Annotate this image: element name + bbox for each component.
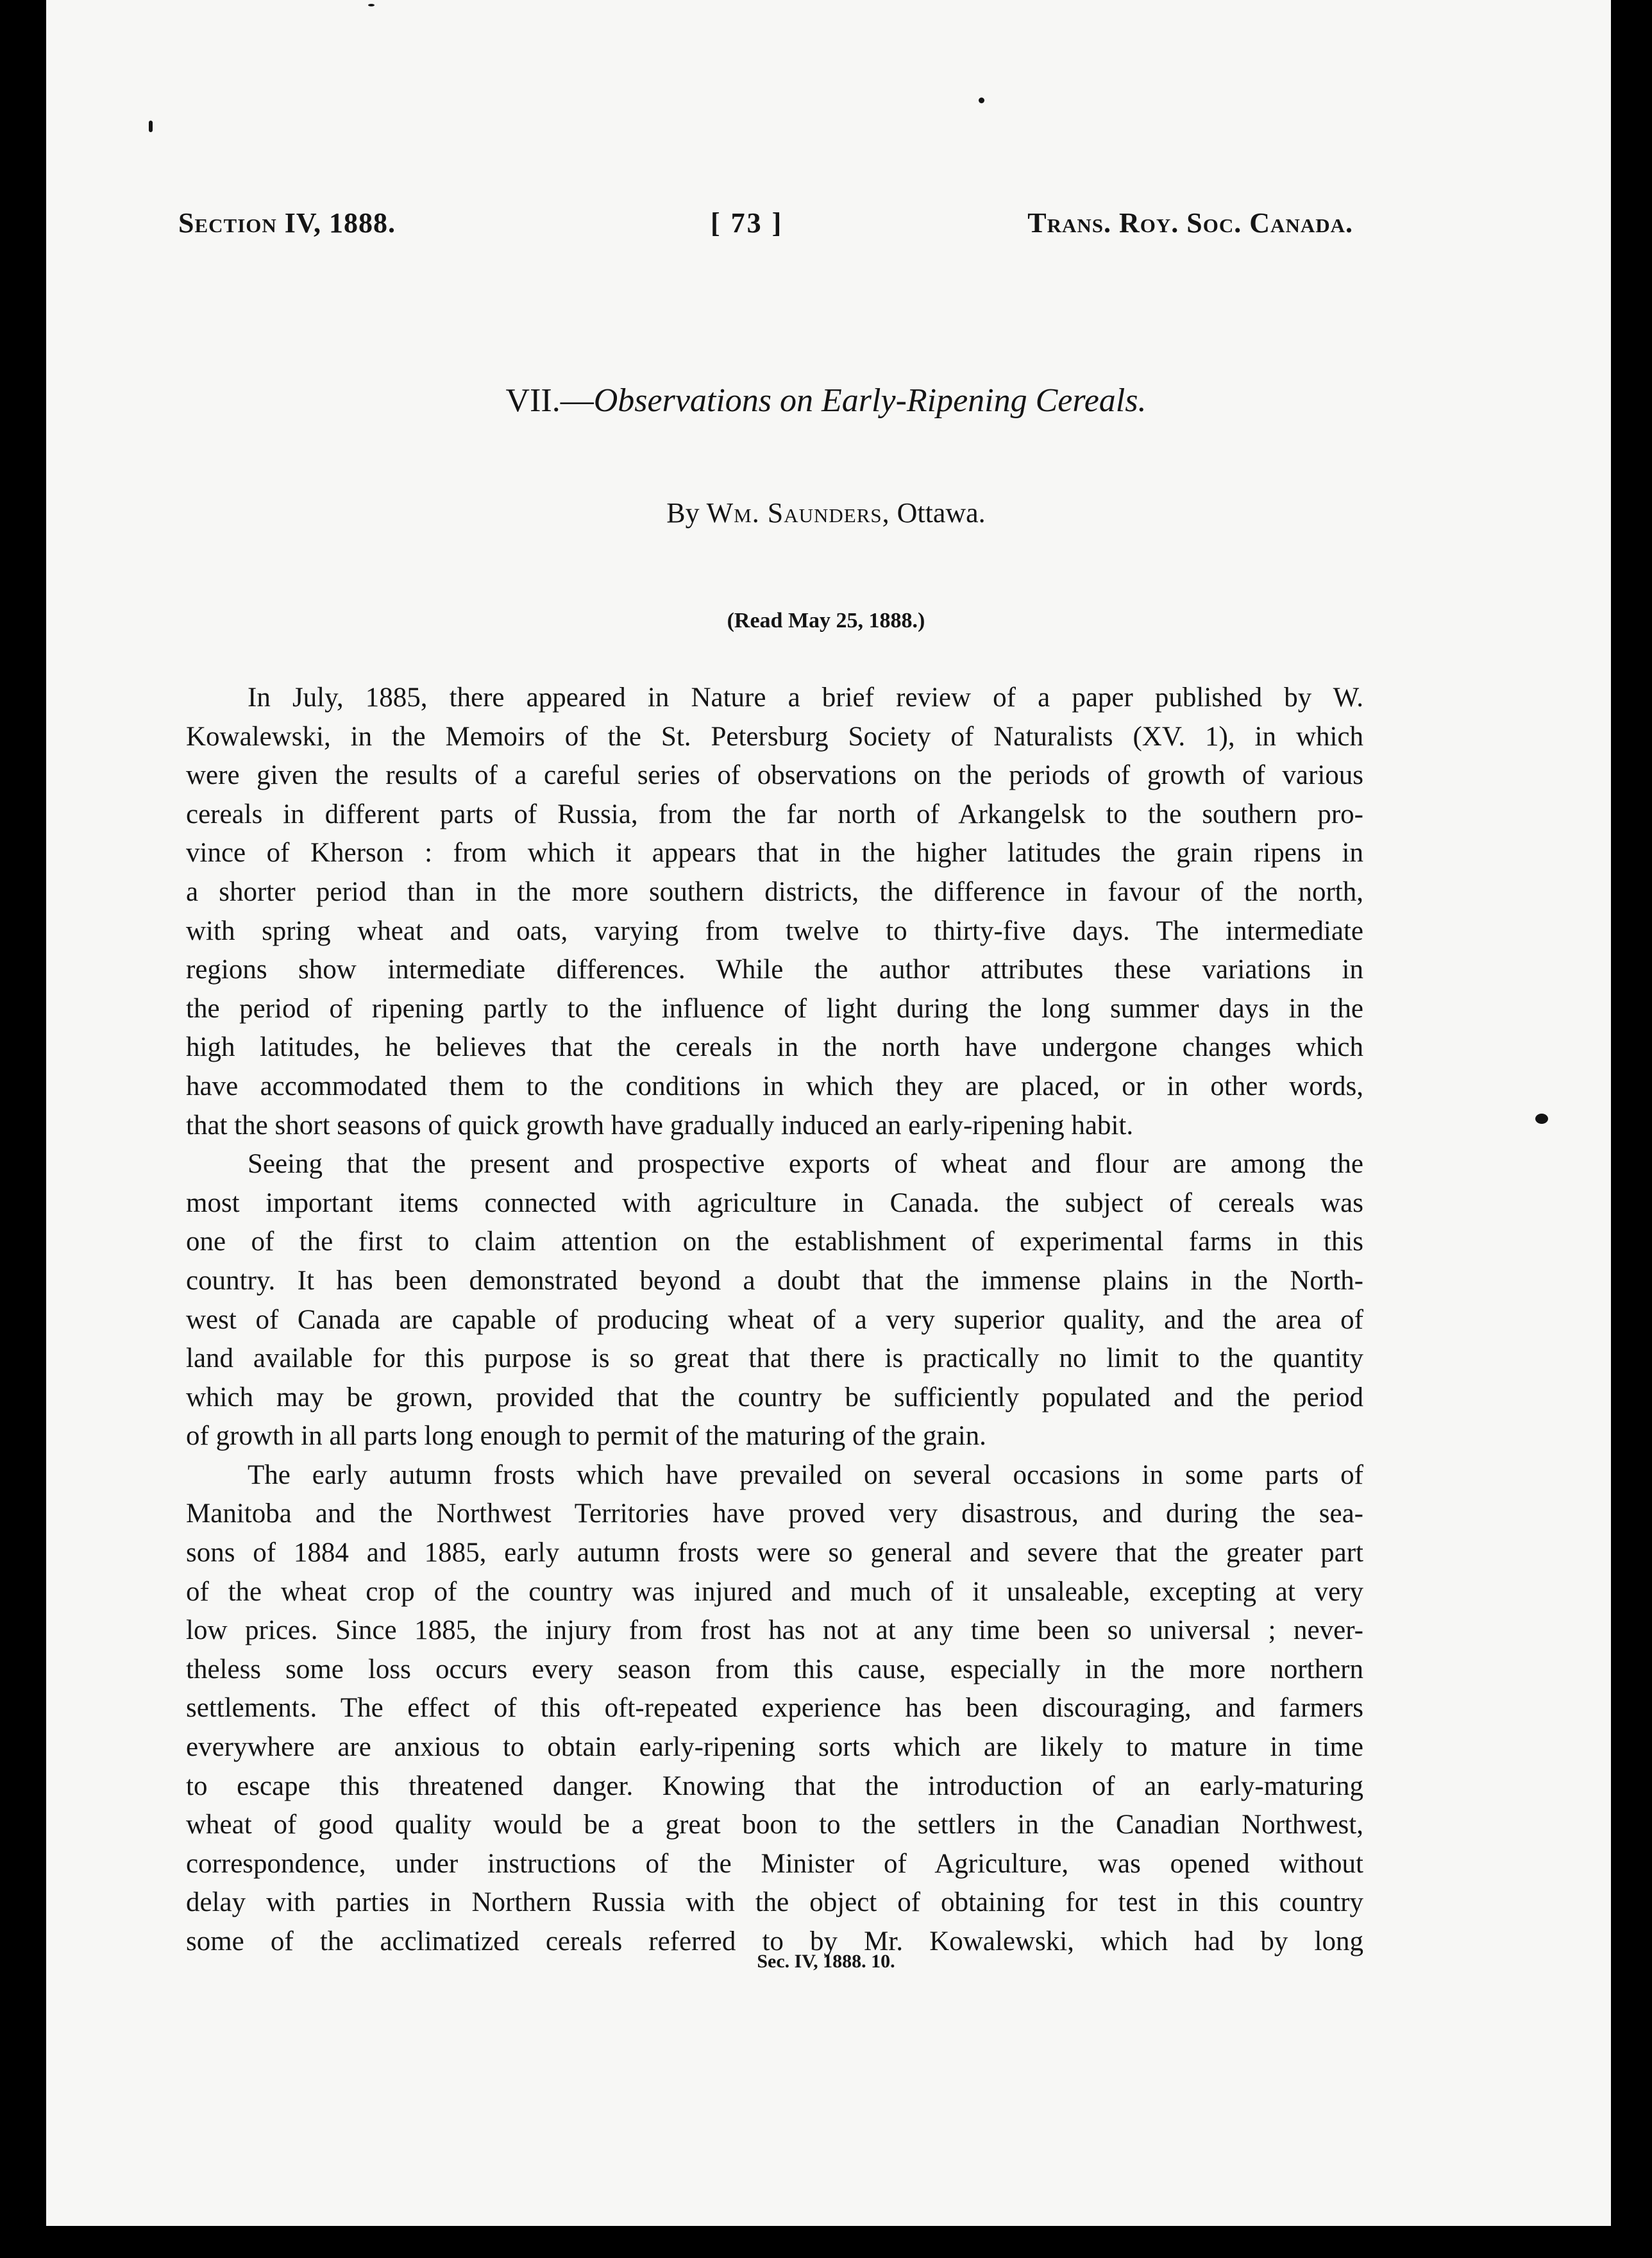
text-line: most important items connected with agriculture in Canada. the subject of cereals was — [186, 1187, 1363, 1218]
text-line: theless some loss occurs every season from this cause, especially in the more northern — [186, 1654, 1363, 1685]
author-name: Wm. Saunders, — [706, 497, 890, 529]
text-line: The early autumn frosts which have prevailed on several occasions in some parts of — [248, 1459, 1363, 1490]
ink-speck — [979, 98, 984, 103]
text-line: have accommodated them to the conditions in which they are placed, or in other words, — [186, 1071, 1363, 1101]
text-line: a shorter period than in the more southern districts, the difference in favour of the north, — [186, 876, 1363, 907]
ink-speck — [149, 121, 153, 132]
article-number: VII.— — [505, 382, 594, 419]
text-line: one of the first to claim attention on the establishment of experimental farms in this — [186, 1227, 1363, 1257]
text-line: of the wheat crop of the country was injured and much of it unsaleable, excepting at very — [186, 1576, 1363, 1607]
text-line: cereals in different parts of Russia, from the far north of Arkangelsk to the southern pro- — [186, 799, 1363, 829]
ink-speck — [368, 4, 375, 6]
text-line: sons of 1884 and 1885, early autumn frosts were so general and severe that the greater part — [186, 1538, 1363, 1568]
ink-speck — [1535, 1114, 1548, 1124]
journal-running-head: Trans. Roy. Soc. Canada. — [1027, 207, 1353, 239]
text-line: settlements. The effect of this oft-repeated experience has been discouraging, and farmers — [186, 1693, 1363, 1724]
section-running-head: Section IV, 1888. — [178, 207, 396, 239]
text-line: were given the results of a careful series of observations on the periods of growth of various — [186, 760, 1363, 791]
text-line: with spring wheat and oats, varying from twelve to thirty-five days. The intermediate — [186, 915, 1363, 946]
article-title — [0, 378, 1652, 423]
text-line: Manitoba and the Northwest Territories have proved very disastrous, and during the sea- — [186, 1498, 1363, 1529]
signature-mark: Sec. IV, 1888. 10. — [757, 1951, 895, 1972]
text-line: land available for this purpose is so great that there is practically no limit to the quantity — [186, 1343, 1363, 1374]
text-line: country. It has been demonstrated beyond a doubt that the immense plains in the North- — [186, 1265, 1363, 1296]
text-line: that the short seasons of quick growth have gradually induced an early-ripening habit. — [186, 1110, 1134, 1141]
page-number: [ 73 ] — [711, 207, 784, 239]
text-line: which may be grown, provided that the country be sufficiently populated and the period — [186, 1382, 1363, 1413]
text-line: regions show intermediate differences. While the author attributes these variations in — [186, 955, 1363, 985]
byline-prefix: By — [666, 497, 700, 529]
text-line: In July, 1885, there appeared in Nature a brief review of a paper published by W. — [248, 683, 1363, 713]
text-line: Kowalewski, in the Memoirs of the St. Petersburg Society of Naturalists (XV. 1), in which — [186, 721, 1363, 752]
read-date: (Read May 25, 1888.) — [727, 609, 925, 632]
text-line: everywhere are anxious to obtain early-ripening sorts which are likely to mature in time — [186, 1732, 1363, 1763]
text-line: of growth in all parts long enough to permit of the maturing of the grain. — [186, 1421, 986, 1452]
text-line: west of Canada are capable of producing wheat of a very superior quality, and the area of — [186, 1304, 1363, 1335]
text-line: low prices. Since 1885, the injury from frost has not at any time been so universal ; never- — [186, 1615, 1363, 1646]
text-line: high latitudes, he believes that the cereals in the north have undergone changes which — [186, 1032, 1363, 1063]
text-line: Seeing that the present and prospective exports of wheat and flour are among the — [248, 1149, 1363, 1180]
text-line: wheat of good quality would be a great boon to the settlers in the Canadian Northwest, — [186, 1810, 1363, 1840]
author-location: Ottawa. — [897, 497, 986, 529]
text-line: to escape this threatened danger. Knowing that the introduction of an early-maturing — [186, 1770, 1363, 1801]
text-line: vince of Kherson : from which it appears that in the higher latitudes the grain ripens in — [186, 838, 1363, 869]
article-title-text: Observations on Early-Ripening Cereals. — [593, 382, 1147, 419]
text-line: delay with parties in Northern Russia with the object of obtaining for test in this country — [186, 1887, 1363, 1918]
byline — [0, 494, 1652, 532]
body-text — [186, 679, 1363, 1962]
text-line: the period of ripening partly to the influence of light during the long summer days in the — [186, 993, 1363, 1024]
text-line: some of the acclimatized cereals referred to by Mr. Kowalewski, which had by long — [186, 1926, 1363, 1957]
text-line: correspondence, under instructions of the Minister of Agriculture, was opened without — [186, 1848, 1363, 1879]
